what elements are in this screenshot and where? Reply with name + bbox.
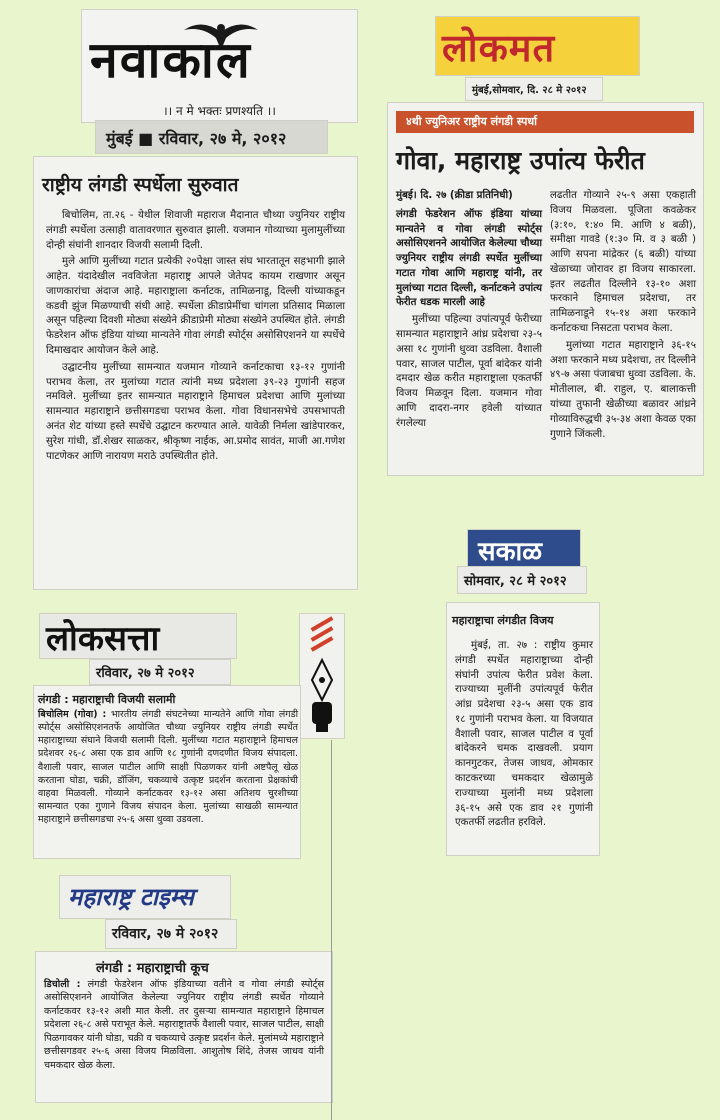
lokmat-headline: गोवा, महाराष्ट्र उपांत्य फेरीत bbox=[396, 146, 645, 175]
lokmat-paragraph: लंगडी फेडरेशन ऑफ इंडिया यांच्या मान्यतेने व गोवा लंगडी स्पोर्ट्स असोसिएशनने आयोजित केलेल्या चौथ्या ज्युनियर राष्ट्रीय लंगडी स्पर्धेत मुलींच्या गटात गोवा आणि महाराष्ट्र यांनी, तर मुलांच्या गटात दिल्ली, कर्नाटकने उपांत्य फेरीत धडक मारली आहे bbox=[396, 208, 542, 309]
lokmat-paragraph: मुलांच्या गटात महाराष्ट्राने ३६-१५ अशा फरकाने मध्य प्रदेशचा, तर दिल्लीने ४९-७ असा पंजाबचा धुव्वा उडविला. के. मोतीलाल, बी. राहुल, ए. बालाकत्ती यांच्या तुफानी खेळीच्या बळावर आंध्रने गोव्याविरुद्धची ३५-३४ अशा केवळ एका गुणाने जिंकली. bbox=[550, 339, 696, 440]
loksatta-dateline: रविवार, २७ मे २०१२ bbox=[96, 666, 195, 681]
navakal-body bbox=[46, 209, 345, 466]
mt-body bbox=[44, 978, 324, 1072]
lokmat-paragraph: लढतीत गोव्याने २५-९ असा एकहाती विजय मिळवला. पूजिता कवळेकर (३:१०, १:४० मि. आणि ४ बळी), समीक्षा गावडे (१:३० मि. व ३ बळी ) आणि सपना मांद्रेकर (६ बळी) यांच्या खेळाच्या जोरावर हा विजय साकारला. इतर लढतीत दिल्लीने १३-१० अशा फरकाने हिमाचल प्रदेशचा, तर तामिळनाडूने १५-१४ अशा फरकाने कर्नाटकचा निसटता पराभव केला. bbox=[550, 190, 696, 335]
mt-headline: लंगडी : महाराष्ट्राची कूच bbox=[96, 961, 209, 976]
sakal-body: मुंबई, ता. २७ : राष्ट्रीय कुमार लंगडी स्पर्धेत महाराष्ट्राच्या दोन्ही संघांनी उपांत्य फेरीत प्रवेश केला. राज्याच्या मुलींनी उपांत्यपूर्व फेरीत आंध्र प्रदेशचा २३-५ असा एक डाव १८ गुणांनी पराभव केला. या विजयात वैशाली पवार, साजल पाटील व पूर्वा बांदेकरने चमक दाखवली. प्रयाग कानगुटकर, तेजस जाधव, ओमकार काटकरच्या चमकदार खेळामुळे राज्याच्या मुलांनी मध्य प्रदेशला ३६-१५ असे एक डाव २१ गुणांनी एकतर्फी लढतीत हरविले. bbox=[455, 640, 593, 829]
loksatta-dateline-box bbox=[90, 660, 230, 684]
loksatta-text: भारतीय लंगडी संघटनेच्या मान्यतेने आणि गोवा लंगडी स्पोर्ट्स असोसिएशनतर्फे आयोजित चौथ्या ज्युनियर राष्ट्रीय लंगडी स्पर्धेत महाराष्ट्राच्या संघाने विजयी सलामी दिली. मुलींच्या गटात महाराष्ट्राने हिमाचल प्रदेशवर २६-८ असा एक डाव आणि १८ गुणांनी दणदणीत विजय संपादला. वैशाली पवार, साजल पाटील आणि साक्षी पिळणकर यांनी अष्टपैलू खेळ करताना घोडा, चक्री, डॉजिंग, चकव्याचे उत्कृष्ट प्रदर्शन करताना प्रेक्षकांची वाहवा मिळवली. गोव्याने कर्नाटकवर १३-१२ असा अतिशय चुरशीच्या सामन्यात एका गुणाने विजय संपादन केला. मुलांच्या साखळी सामन्यात महाराष्ट्राने छत्तीसगडचा २५-६ असा धुव्वा उडवला. bbox=[38, 709, 299, 826]
mt-dateline-box bbox=[106, 920, 236, 948]
navakal-paragraph: बिचोलिम, ता.२६ - येथील शिवाजी महाराज मैदानात चौथ्या ज्युनियर राष्ट्रीय लंगडी स्पर्धेला उत्साही वातावरणात सुरुवात झाली. यजमान गोव्याच्या मुलामुलींच्या दोन्ही संघांनी शानदार विजयी सलामी दिली. bbox=[46, 210, 345, 251]
lokmat-paragraph: मुलींच्या पहिल्या उपांत्यपूर्व फेरीच्या सामन्यात महाराष्ट्राने आंध्र प्रदेशचा २३-५ असा १८ गुणांनी धुव्वा उडविला. वैशाली पवार, साजल पाटील, पूर्वा बांदेकर यांनी दमदार खेळ करीत महाराष्ट्राला एकतर्फी विजय मिळवून दिला. यजमान गोवा आणि दादरा-नगर हवेली यांच्यात रंगलेल्या bbox=[396, 314, 542, 429]
loksatta-logo: लोकसत्ता bbox=[46, 619, 160, 658]
mt-lead: डिचोली : bbox=[44, 979, 81, 990]
loksatta-masthead bbox=[40, 614, 236, 658]
mt-masthead bbox=[60, 876, 230, 918]
loksatta-headline: लंगडी : महाराष्ट्राची विजयी सलामी bbox=[38, 693, 176, 706]
loksatta-article bbox=[34, 686, 300, 858]
navakal-masthead bbox=[82, 10, 357, 122]
lokmat-column-2 bbox=[550, 189, 696, 444]
sakal-dateline-box bbox=[458, 567, 586, 593]
lokmat-byline: मुंबई। दि. २७ (क्रीडा प्रतिनिधी) bbox=[396, 190, 513, 201]
lokmat-article bbox=[388, 103, 703, 475]
loksatta-emblem bbox=[300, 614, 344, 738]
sakal-dateline: सोमवार, २८ मे २०१२ bbox=[464, 574, 567, 589]
loksatta-lead: बिचोलिम (गोवा) : bbox=[38, 709, 107, 720]
lokmat-kicker: ४थी ज्युनिअर राष्ट्रीय लंगडी स्पर्धा bbox=[396, 111, 694, 133]
lokmat-dateline-box bbox=[466, 78, 602, 100]
navakal-article bbox=[34, 157, 357, 589]
navakal-dateline: मुंबई ■ रविवार, २७ मे, २०१२ bbox=[106, 129, 287, 148]
sakal-headline: महाराष्ट्राचा लंगडीत विजय bbox=[452, 614, 554, 627]
loksatta-body bbox=[38, 708, 298, 826]
sakal-article bbox=[447, 603, 599, 855]
mt-article bbox=[36, 952, 332, 1102]
navakal-paragraph: उद्घाटनीय मुलींच्या सामन्यात यजमान गोव्याने कर्नाटकाचा १३-१२ गुणांनी पराभव केला, तर मुलांच्या गटात त्यांनी मध्य प्रदेशला ३९-२३ गुणांनी सहज नमविले. मुलींच्या इतर सामन्यात महाराष्ट्राने हिमाचल प्रदेशचा आणि मुलांच्या सामन्यात महाराष्ट्राने छत्तीसगडचा पराभव केला. गोवा विधानसभेचे उपसभापती अनंत शेट यांच्या हस्ते स्पर्धेचे उद्घाटन करण्यात आले. यावेळी निर्मला खांडेपारकर, सुरेश गांधी, डॉ.शेखर साळकर, श्रीकृष्ण नाईक, आ.प्रमोद सावंत, माजी आ.गणेश पाटणेकर आणि नारायण मराठे उपस्थितीत होते. bbox=[46, 361, 345, 462]
pen-nib-fist-icon bbox=[300, 614, 344, 738]
navakal-logo: नवाकाल bbox=[90, 31, 252, 89]
lokmat-masthead bbox=[436, 17, 639, 75]
mt-text: लंगडी फेडरेशन ऑफ इंडियाच्या वतीने व गोवा लंगडी स्पोर्ट्स असोसिएशनने आयोजित केलेल्या ज्युनियर राष्ट्रीय लंगडी स्पर्धेत गोव्याने कर्नाटकवर १३-१२ अशी मात केली. तर दुसऱ्या सामन्यात महाराष्ट्राने हिमाचल प्रदेशला २६-८ असे पराभूत केले. महाराष्ट्रातर्फे वैशाली पवार, साजल पाटील, साक्षी पिळगावकर यांनी घोडा, चक्री व चकव्याचे उत्कृष्ट प्रदर्शन केले. मुलांमध्ये महाराष्ट्राने छत्तीसगडवर २५-६ असा विजय मिळविला. आशुतोष शिंदे, तेजस जाधव यांनी चमकदार खेळ केला. bbox=[44, 979, 324, 1071]
lokmat-logo: लोकमत bbox=[442, 26, 556, 70]
sakal-logo: सकाळ bbox=[478, 537, 543, 566]
navakal-headline: राष्ट्रीय लंगडी स्पर्धेला सुरुवात bbox=[42, 174, 239, 196]
navakal-paragraph: मुले आणि मुलींच्या गटात प्रत्येकी २०पेक्षा जास्त संघ भारतातून सहभागी झाले आहेत. यंदादेखील नवविजेता महाराष्ट्र आपले जेतेपद कायम राखणार असून जाणकारांचा अंदाज आहे. महाराष्ट्राला कर्नाटक, तामिळनाडू, दिल्ली यांच्याकडून कडवी झुंज मिळण्याची संधी आहे. स्पर्धेला क्रीडाप्रेमींचा चांगला प्रतिसाद मिळाला असून पहिल्या दिवशी मोठ्या संख्येने क्रीडाप्रेमी मोठ्या संख्येने उपस्थित होते. लंगडी फेडरेशन ऑफ इंडिया यांच्या मान्यतेने गोवा लंगडी स्पोर्ट्स असोसिएशनने या स्पर्धेचे दिमाखदार आयोजन केले आहे. bbox=[46, 256, 345, 357]
sakal-masthead bbox=[468, 530, 580, 566]
column-divider bbox=[331, 740, 332, 1120]
lokmat-column-1 bbox=[396, 189, 542, 434]
lokmat-dateline: मुंबई,सोमवार, दि. २८ मे २०१२ bbox=[472, 85, 587, 96]
navakal-motto: ।। न मे भक्तः प्रणश्यति ।। bbox=[163, 104, 276, 118]
mt-logo: महाराष्ट्र टाइम्स bbox=[68, 883, 194, 911]
navakal-dateline-box bbox=[96, 121, 327, 153]
mt-dateline: रविवार, २७ मे २०१२ bbox=[112, 926, 219, 942]
